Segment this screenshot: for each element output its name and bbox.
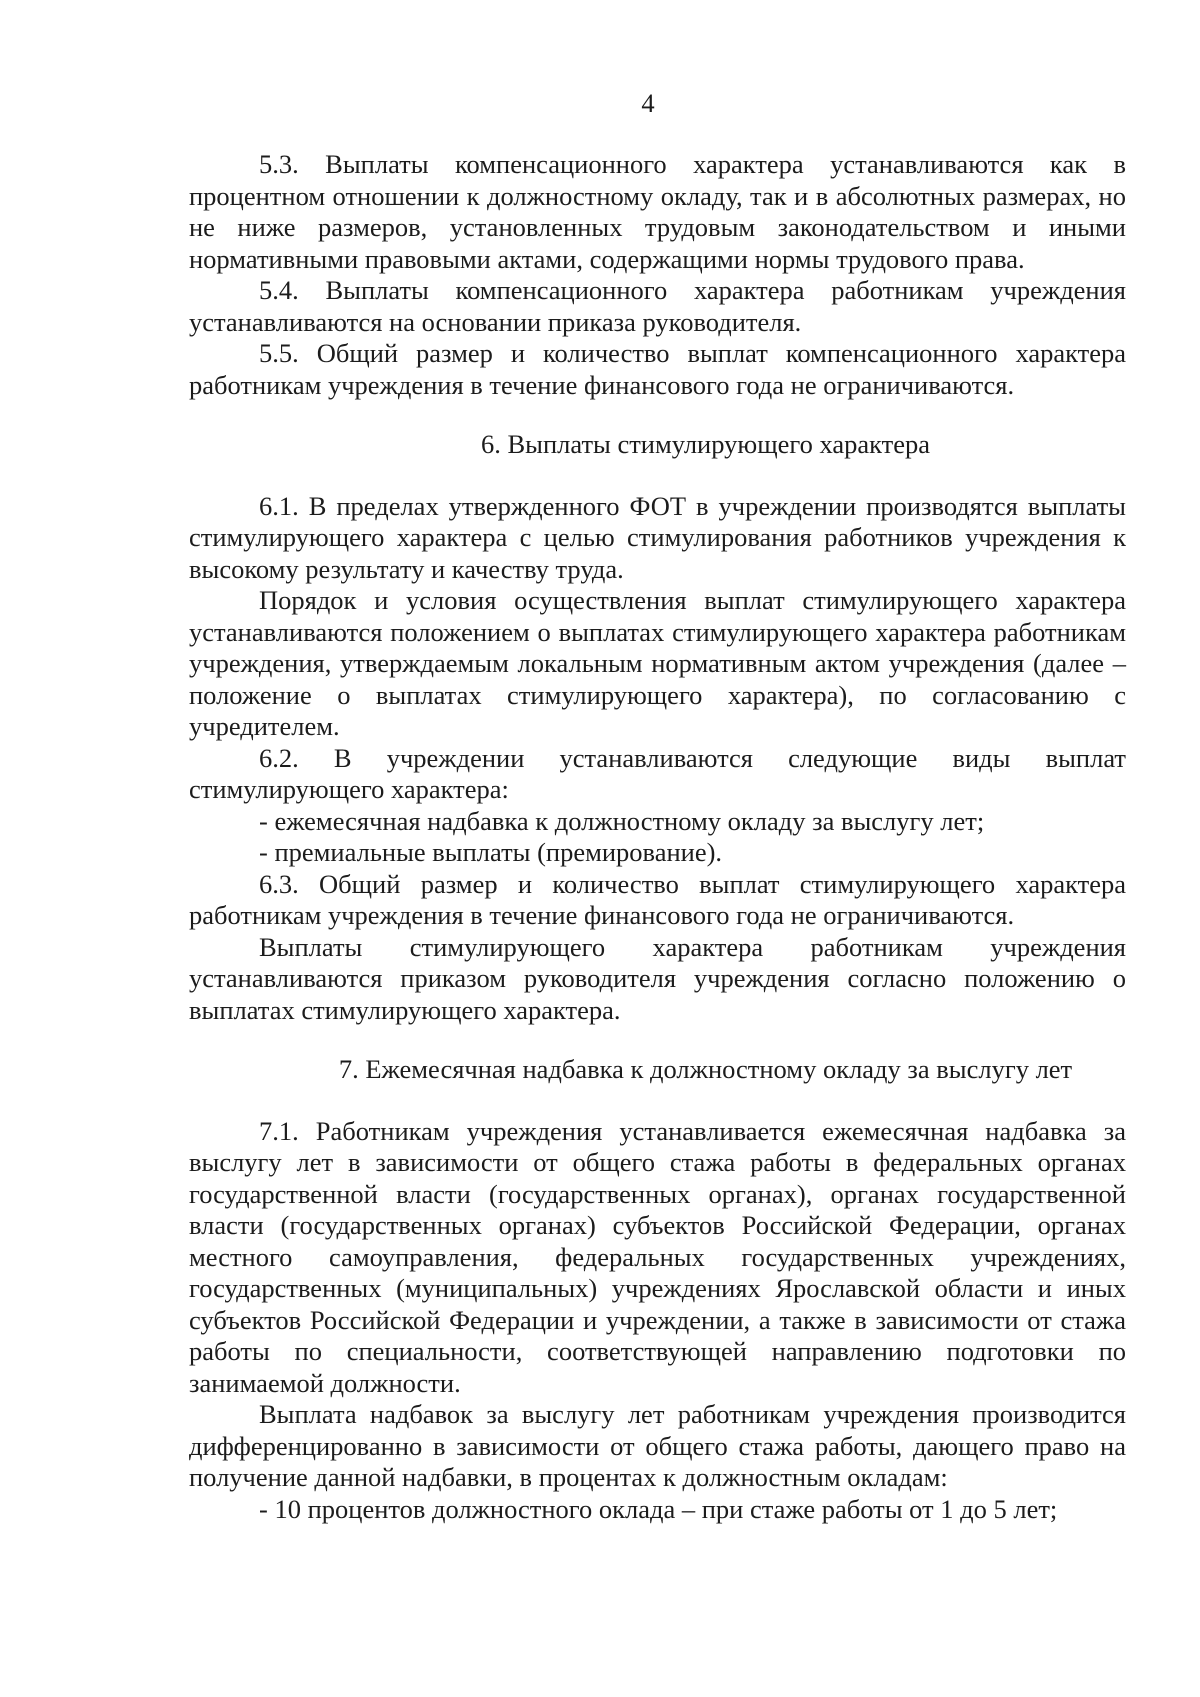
list-item-6-2-b: - премиальные выплаты (премирование).: [259, 837, 723, 867]
section-6-heading: 6. Выплаты стимулирующего характера: [480, 429, 930, 459]
paragraph-6-3: 6.3. Общий размер и количество выплат стимулирующего характера работникам учреждения в течение финансового года не ограничиваются.: [189, 868, 1126, 930]
paragraph-6-3-payments: Выплаты стимулирующего характера работникам учреждения устанавливаются приказом руководителя учреждения согласно положению о выплатах стимулирующего характера.: [189, 931, 1126, 1025]
paragraph-7-1-payment: Выплата надбавок за выслугу лет работникам учреждения производится дифференцированно в зависимости от общего стажа работы, дающего право на получение данной надбавки, в процентах к должностным окладам:: [189, 1399, 1126, 1492]
spacer: [189, 401, 1126, 429]
paragraph-5-4: 5.4. Выплаты компенсационного характера работникам учреждения устанавливаются на основании приказа руководителя.: [189, 275, 1126, 337]
spacer: [189, 1026, 1126, 1054]
paragraph-5-5: 5.5. Общий размер и количество выплат компенсационного характера работникам учреждения в течение финансового года не ограничиваются.: [189, 338, 1126, 400]
paragraph-5-3: 5.3. Выплаты компенсационного характера устанавливаются как в процентном отношении к должностному окладу, так и в абсолютных размерах, но не ниже размеров, установленных трудовым законодательством и иными нормативными правовыми актами, содержащими нормы трудового права.: [189, 149, 1126, 274]
list-item-6-2-a: - ежемесячная надбавка к должностному окладу за выслугу лет;: [259, 805, 985, 836]
paragraph-6-1: 6.1. В пределах утвержденного ФОТ в учреждении производятся выплаты стимулирующего характера с целью стимулирования работников учреждения к высокому результату и качеству труда.: [189, 490, 1126, 584]
paragraph-6-1-procedure: Порядок и условия осуществления выплат стимулирующего характера устанавливаются положением о выплатах стимулирующего характера работникам учреждения, утверждаемым локальным нормативным актом учреждения (далее – положение о выплатах стимулирующего характера), по согласованию с учредителем.: [189, 585, 1126, 741]
paragraph-6-2: 6.2. В учреждении устанавливаются следующие виды выплат стимулирующего характера:: [189, 742, 1126, 804]
list-item-7-1-a: - 10 процентов должностного оклада – при стаже работы от 1 до 5 лет;: [259, 1493, 1058, 1524]
page-number: 4: [641, 88, 655, 118]
spacer: [189, 1086, 1126, 1116]
paragraph-7-1: 7.1. Работникам учреждения устанавливается ежемесячная надбавка за выслугу лет в зависимости от общего стажа работы в федеральных органах государственной власти (государственных органах), органах государственной власти (государственных органах) субъектов Российской Федерации, органах местного самоуправления, федеральных государственных учреждениях, государственных (муниципальных) учреждениях Ярославской области и иных субъектов Российской Федерации и учреждении, а также в зависимости от стажа работы по специальности, соответствующей направлению подготовки по занимаемой должности.: [189, 1115, 1126, 1398]
section-7-heading: 7. Ежемесячная надбавка к должностному окладу за выслугу лет: [338, 1054, 1073, 1084]
document-body: [189, 149, 1126, 1525]
spacer: [189, 461, 1126, 491]
